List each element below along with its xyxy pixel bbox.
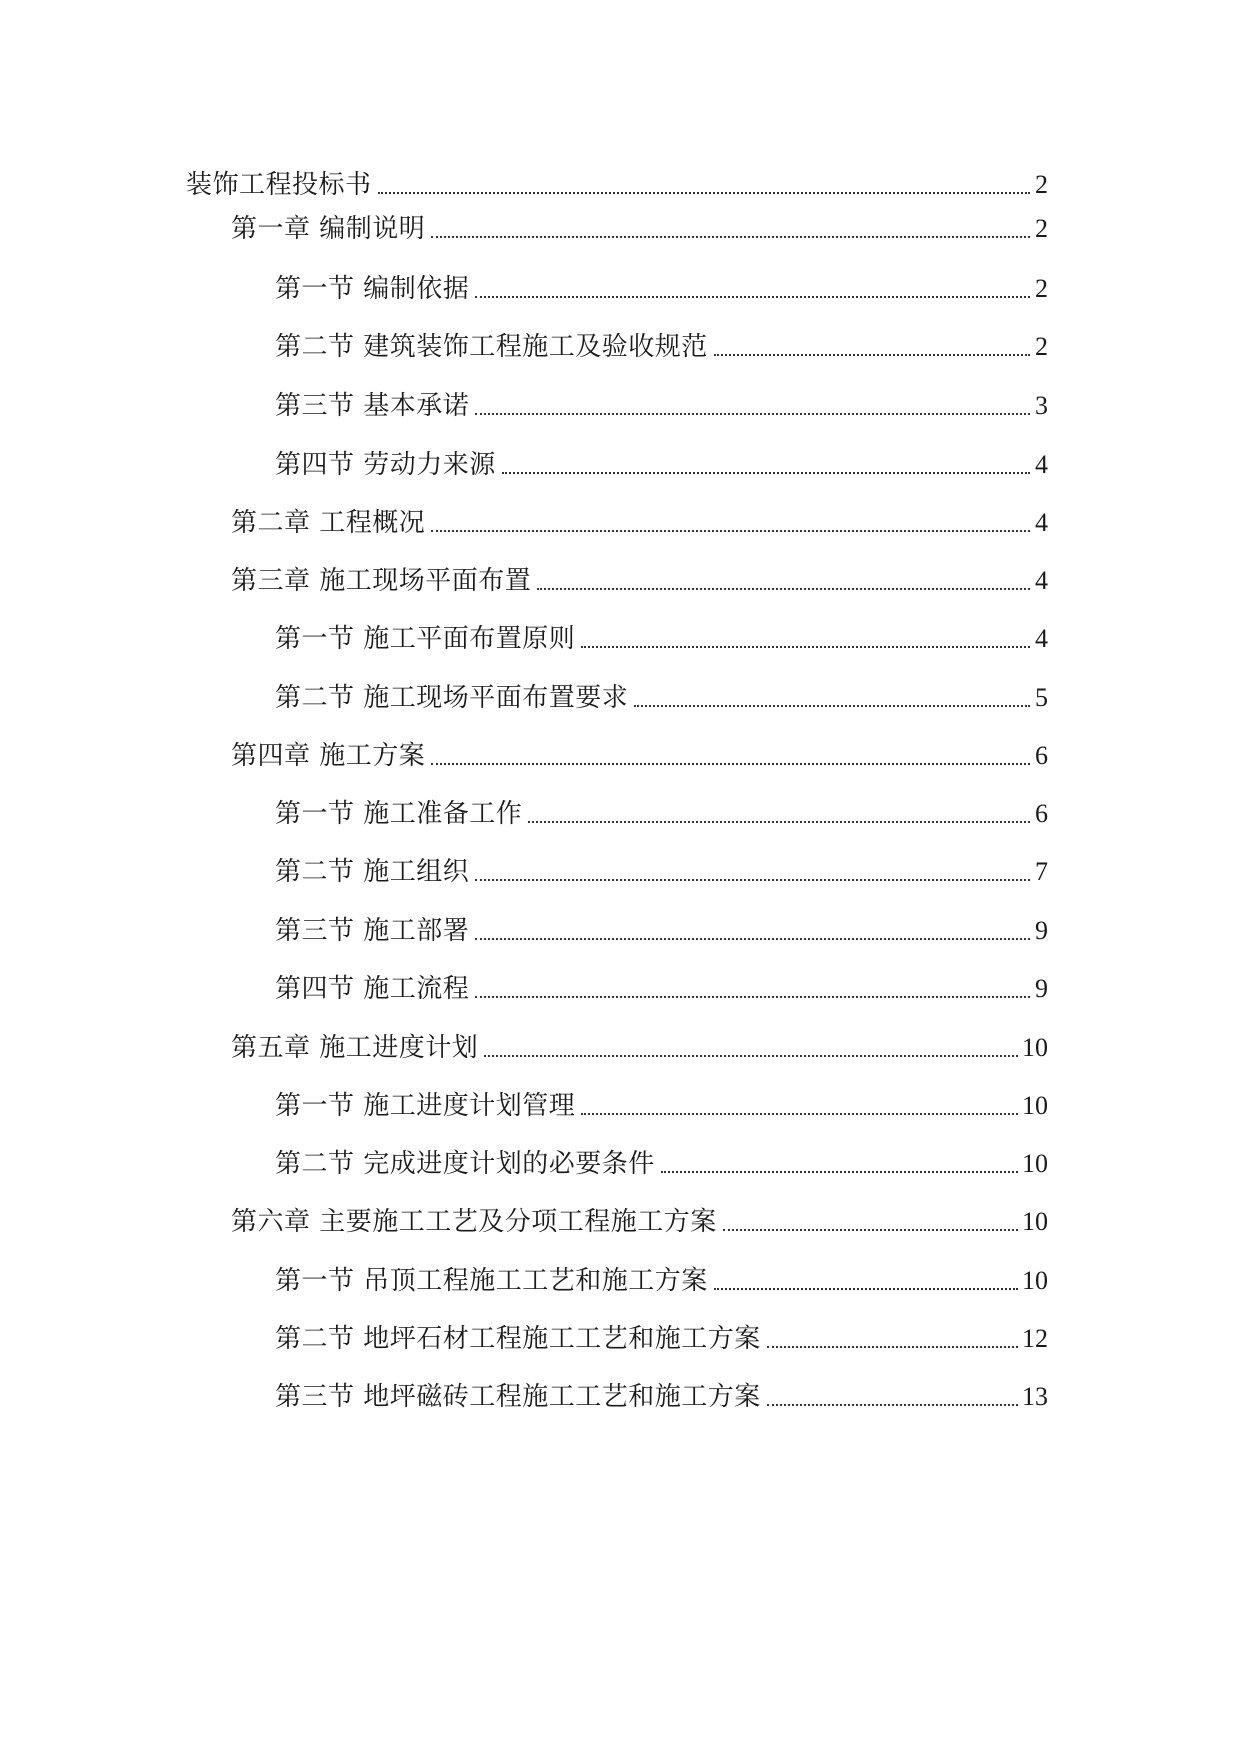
toc-entry[interactable] (275, 1081, 1048, 1121)
toc-dot-leader (502, 472, 1030, 474)
toc-entry[interactable] (275, 322, 1048, 362)
toc-entry[interactable] (275, 1256, 1048, 1296)
toc-entry[interactable] (231, 498, 1048, 538)
toc-entry-title: 第一节 吊顶工程施工工艺和施工方案 (275, 1266, 708, 1296)
toc-entry[interactable] (231, 1023, 1048, 1063)
toc-page-number: 4 (1035, 450, 1048, 479)
toc-dot-leader (484, 1055, 1018, 1057)
toc-entry-title: 第三节 基本承诺 (275, 391, 470, 421)
toc-dot-leader (714, 354, 1030, 356)
toc-entry[interactable] (275, 1372, 1048, 1412)
toc-entry[interactable] (231, 204, 1048, 244)
toc-page-number: 5 (1035, 683, 1048, 712)
toc-page-number: 10 (1022, 1091, 1048, 1120)
toc-dot-leader (475, 296, 1030, 298)
toc-page-number: 12 (1022, 1324, 1048, 1353)
toc-page-number: 4 (1035, 624, 1048, 653)
toc-entry-title: 第六章 主要施工工艺及分项工程施工方案 (231, 1207, 717, 1237)
toc-page-number: 6 (1035, 741, 1048, 770)
toc-dot-leader (475, 938, 1030, 940)
toc-entry-title: 第一节 施工进度计划管理 (275, 1091, 576, 1121)
toc-entry-title: 第二节 施工组织 (275, 857, 470, 887)
toc-page-number: 10 (1022, 1149, 1048, 1178)
toc-entry-title: 第二节 完成进度计划的必要条件 (275, 1149, 655, 1179)
toc-page-number: 10 (1022, 1266, 1048, 1295)
toc-dot-leader (714, 1288, 1018, 1290)
toc-entry-title: 第四节 施工流程 (275, 974, 470, 1004)
toc-page-number: 2 (1035, 332, 1048, 361)
toc-dot-leader (661, 1171, 1018, 1173)
toc-entry[interactable] (231, 731, 1048, 771)
toc-page-number: 10 (1022, 1033, 1048, 1062)
toc-page-number: 6 (1035, 799, 1048, 828)
toc-entry-title: 第三节 地坪磁砖工程施工工艺和施工方案 (275, 1382, 761, 1412)
toc-page-number: 10 (1022, 1207, 1048, 1236)
toc-entry[interactable] (231, 556, 1048, 596)
toc-entry[interactable] (275, 381, 1048, 421)
toc-dot-leader (723, 1229, 1018, 1231)
toc-dot-leader (475, 413, 1030, 415)
toc-dot-leader (767, 1346, 1018, 1348)
toc-page-number: 4 (1035, 508, 1048, 537)
toc-page-number: 3 (1035, 391, 1048, 420)
toc-dot-leader (475, 996, 1030, 998)
toc-dot-leader (634, 705, 1030, 707)
toc-entry-title: 第二节 地坪石材工程施工工艺和施工方案 (275, 1324, 761, 1354)
toc-entry-title: 第三章 施工现场平面布置 (231, 566, 532, 596)
toc-entry-title: 第一章 编制说明 (231, 214, 426, 244)
toc-entry-title: 装饰工程投标书 (186, 170, 372, 200)
toc-page-number: 9 (1035, 974, 1048, 1003)
toc-dot-leader (431, 763, 1030, 765)
toc-entry-title: 第四节 劳动力来源 (275, 450, 496, 480)
toc-dot-leader (537, 588, 1030, 590)
toc-entry[interactable] (275, 1139, 1048, 1179)
toc-entry[interactable] (275, 964, 1048, 1004)
toc-entry[interactable] (275, 614, 1048, 654)
toc-entry[interactable] (275, 264, 1048, 304)
toc-entry[interactable] (275, 789, 1048, 829)
toc-page-number: 13 (1022, 1382, 1048, 1411)
toc-entry[interactable] (275, 1314, 1048, 1354)
toc-entry-title: 第五章 施工进度计划 (231, 1033, 479, 1063)
toc-entry[interactable] (275, 906, 1048, 946)
toc-dot-leader (378, 192, 1030, 194)
toc-entry-title: 第四章 施工方案 (231, 741, 426, 771)
toc-dot-leader (528, 821, 1030, 823)
toc-dot-leader (431, 236, 1030, 238)
toc-page-number: 2 (1035, 274, 1048, 303)
toc-entry-title: 第一节 施工准备工作 (275, 799, 523, 829)
toc-entry-title: 第三节 施工部署 (275, 916, 470, 946)
toc-dot-leader (475, 879, 1030, 881)
toc-page-number: 4 (1035, 566, 1048, 595)
toc-dot-leader (581, 646, 1030, 648)
toc-entry-title: 第二章 工程概况 (231, 508, 426, 538)
toc-entry-title: 第一节 施工平面布置原则 (275, 624, 576, 654)
toc-page-number: 9 (1035, 916, 1048, 945)
toc-entry[interactable] (186, 160, 1048, 200)
toc-entry-title: 第二节 施工现场平面布置要求 (275, 683, 629, 713)
toc-entry[interactable] (275, 847, 1048, 887)
toc-dot-leader (767, 1404, 1018, 1406)
toc-entry-title: 第一节 编制依据 (275, 274, 470, 304)
toc-page-number: 2 (1035, 214, 1048, 243)
toc-page-number: 2 (1035, 170, 1048, 199)
toc-entry-title: 第二节 建筑装饰工程施工及验收规范 (275, 332, 708, 362)
toc-entry[interactable] (275, 673, 1048, 713)
toc-entry[interactable] (231, 1197, 1048, 1237)
toc-dot-leader (431, 530, 1030, 532)
toc-page-number: 7 (1035, 857, 1048, 886)
toc-entry[interactable] (275, 440, 1048, 480)
toc-dot-leader (581, 1113, 1018, 1115)
